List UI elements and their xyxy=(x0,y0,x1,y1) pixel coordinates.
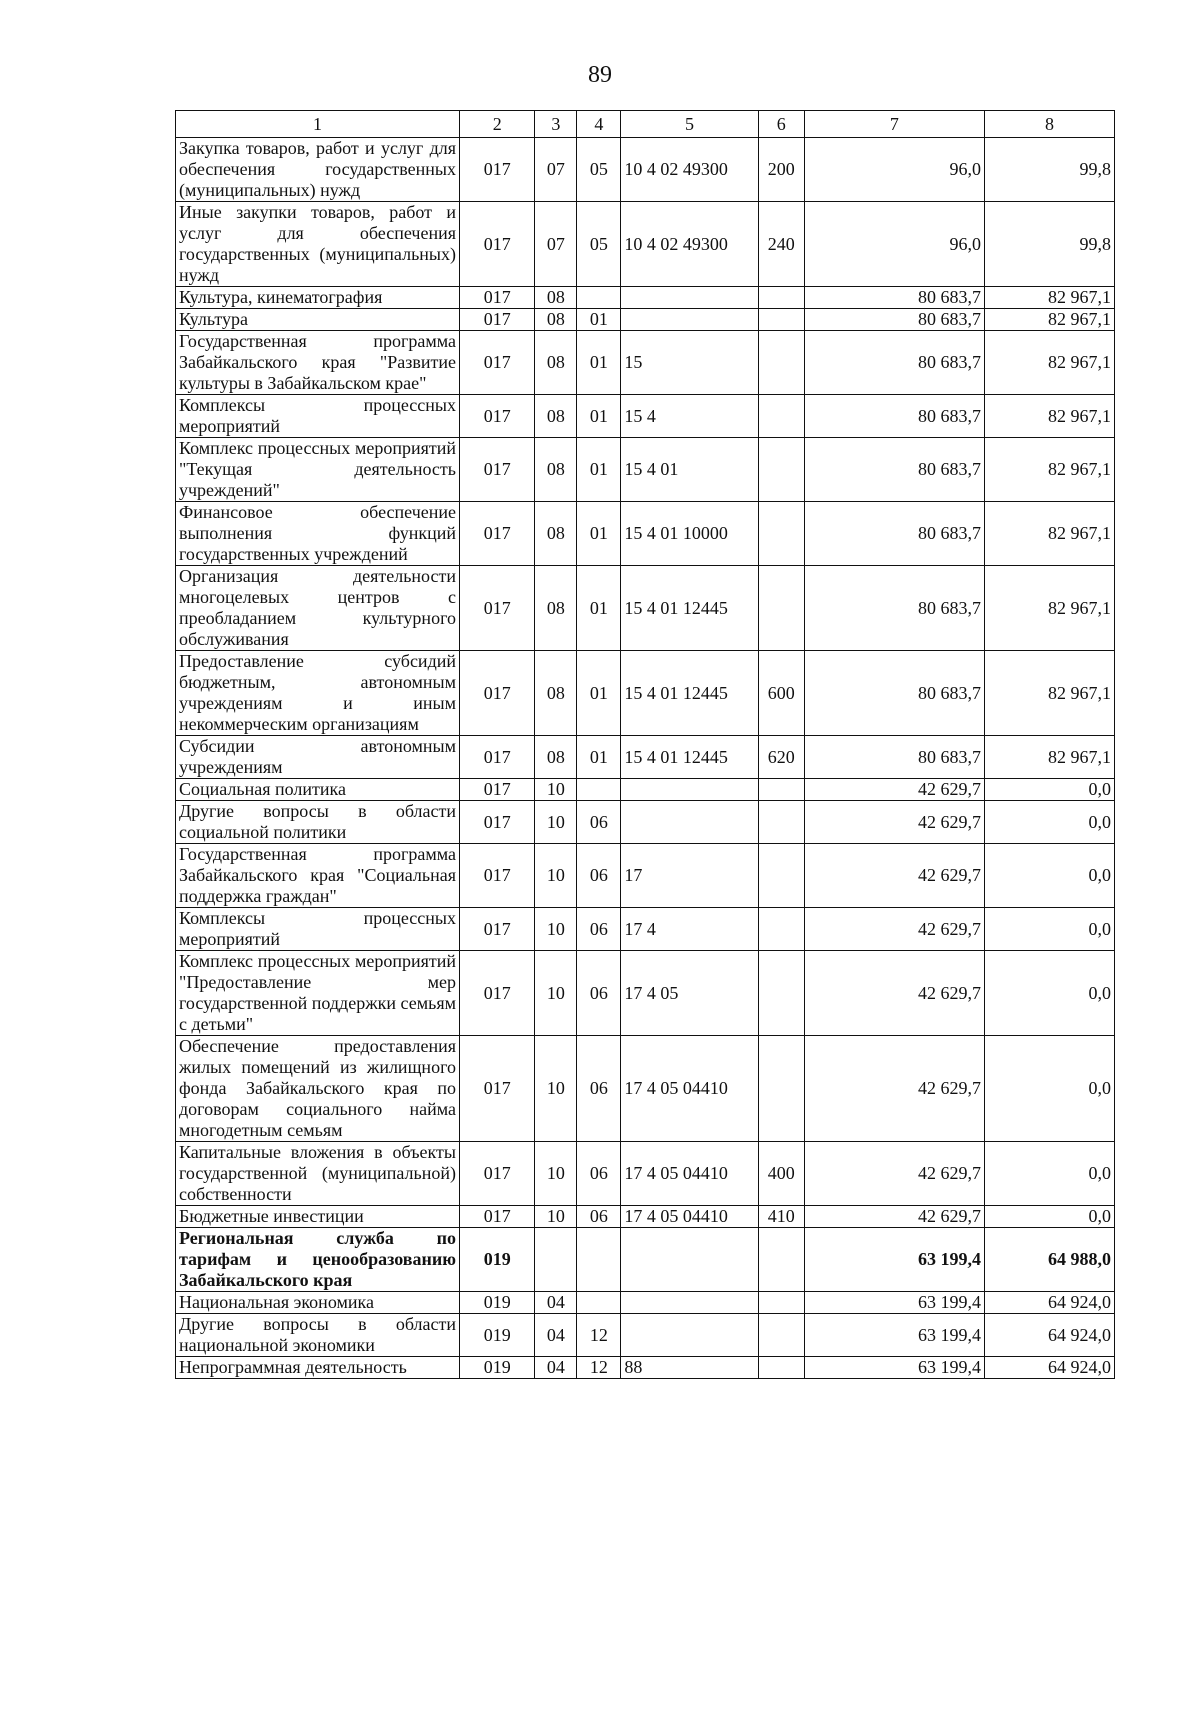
budget-table xyxy=(175,110,1115,1379)
amount-year1-cell: 42 629,7 xyxy=(804,844,984,908)
amount-year2-cell: 82 967,1 xyxy=(985,331,1115,395)
admin-code-cell: 017 xyxy=(460,801,535,844)
target-article-cell: 15 4 01 xyxy=(621,438,758,502)
amount-year1-cell: 63 199,4 xyxy=(804,1314,984,1357)
expense-type-cell xyxy=(758,502,804,566)
table-row xyxy=(176,1228,1115,1292)
subsection-cell: 01 xyxy=(577,566,621,651)
amount-year1-cell: 42 629,7 xyxy=(804,1142,984,1206)
section-cell: 08 xyxy=(535,651,577,736)
admin-code-cell: 017 xyxy=(460,1142,535,1206)
table-row xyxy=(176,1206,1115,1228)
amount-year2-cell: 82 967,1 xyxy=(985,502,1115,566)
section-cell xyxy=(535,1228,577,1292)
table-row xyxy=(176,736,1115,779)
amount-year2-cell: 64 988,0 xyxy=(985,1228,1115,1292)
subsection-cell: 12 xyxy=(577,1314,621,1357)
subsection-cell: 01 xyxy=(577,438,621,502)
row-name-cell: Субсидии автономным учреждениям xyxy=(176,736,460,779)
expense-type-cell xyxy=(758,331,804,395)
table-row xyxy=(176,287,1115,309)
admin-code-cell: 019 xyxy=(460,1228,535,1292)
section-cell: 08 xyxy=(535,502,577,566)
row-name-cell: Предоставление субсидий бюджетным, автономным учреждениям и иным некоммерческим организациям xyxy=(176,651,460,736)
target-article-cell: 88 xyxy=(621,1357,758,1379)
amount-year2-cell: 99,8 xyxy=(985,138,1115,202)
amount-year1-cell: 42 629,7 xyxy=(804,779,984,801)
subsection-cell: 06 xyxy=(577,1206,621,1228)
row-name-cell: Организация деятельности многоцелевых центров с преобладанием культурного обслуживания xyxy=(176,566,460,651)
table-row xyxy=(176,1142,1115,1206)
target-article-cell xyxy=(621,1314,758,1357)
table-row xyxy=(176,438,1115,502)
table-row xyxy=(176,779,1115,801)
admin-code-cell: 019 xyxy=(460,1357,535,1379)
admin-code-cell: 017 xyxy=(460,566,535,651)
row-name-cell: Финансовое обеспечение выполнения функций государственных учреждений xyxy=(176,502,460,566)
admin-code-cell: 017 xyxy=(460,908,535,951)
amount-year1-cell: 80 683,7 xyxy=(804,651,984,736)
target-article-cell: 17 4 05 04410 xyxy=(621,1206,758,1228)
row-name-cell: Социальная политика xyxy=(176,779,460,801)
row-name-cell: Обеспечение предоставления жилых помещений из жилищного фонда Забайкальского края по договорам социального найма многодетным семьям xyxy=(176,1036,460,1142)
section-cell: 07 xyxy=(535,202,577,287)
header-cell: 3 xyxy=(535,111,577,138)
admin-code-cell: 017 xyxy=(460,287,535,309)
subsection-cell: 01 xyxy=(577,331,621,395)
expense-type-cell: 410 xyxy=(758,1206,804,1228)
subsection-cell: 06 xyxy=(577,801,621,844)
expense-type-cell: 200 xyxy=(758,138,804,202)
target-article-cell xyxy=(621,309,758,331)
subsection-cell xyxy=(577,1228,621,1292)
expense-type-cell xyxy=(758,1357,804,1379)
table-row xyxy=(176,502,1115,566)
row-name-cell: Региональная служба по тарифам и ценообразованию Забайкальского края xyxy=(176,1228,460,1292)
row-name-cell: Комплекс процессных мероприятий "Текущая деятельность учреждений" xyxy=(176,438,460,502)
expense-type-cell xyxy=(758,309,804,331)
amount-year1-cell: 80 683,7 xyxy=(804,309,984,331)
amount-year2-cell: 64 924,0 xyxy=(985,1314,1115,1357)
admin-code-cell: 017 xyxy=(460,202,535,287)
amount-year2-cell: 64 924,0 xyxy=(985,1357,1115,1379)
amount-year1-cell: 96,0 xyxy=(804,202,984,287)
table-row xyxy=(176,1357,1115,1379)
amount-year1-cell: 42 629,7 xyxy=(804,801,984,844)
subsection-cell xyxy=(577,287,621,309)
expense-type-cell: 620 xyxy=(758,736,804,779)
header-cell: 7 xyxy=(804,111,984,138)
admin-code-cell: 017 xyxy=(460,502,535,566)
admin-code-cell: 017 xyxy=(460,438,535,502)
admin-code-cell: 019 xyxy=(460,1314,535,1357)
section-cell: 10 xyxy=(535,844,577,908)
subsection-cell: 05 xyxy=(577,202,621,287)
expense-type-cell xyxy=(758,801,804,844)
amount-year2-cell: 0,0 xyxy=(985,1036,1115,1142)
amount-year1-cell: 42 629,7 xyxy=(804,1206,984,1228)
expense-type-cell xyxy=(758,1314,804,1357)
table-row xyxy=(176,331,1115,395)
expense-type-cell xyxy=(758,287,804,309)
header-cell: 1 xyxy=(176,111,460,138)
row-name-cell: Капитальные вложения в объекты государственной (муниципальной) собственности xyxy=(176,1142,460,1206)
subsection-cell: 01 xyxy=(577,736,621,779)
section-cell: 04 xyxy=(535,1314,577,1357)
expense-type-cell xyxy=(758,566,804,651)
header-cell: 6 xyxy=(758,111,804,138)
subsection-cell: 06 xyxy=(577,844,621,908)
expense-type-cell xyxy=(758,395,804,438)
row-name-cell: Комплекс процессных мероприятий "Предоставление мер государственной поддержки семьям с детьми" xyxy=(176,951,460,1036)
section-cell: 08 xyxy=(535,331,577,395)
section-cell: 10 xyxy=(535,801,577,844)
amount-year2-cell: 0,0 xyxy=(985,1206,1115,1228)
amount-year2-cell: 64 924,0 xyxy=(985,1292,1115,1314)
section-cell: 10 xyxy=(535,908,577,951)
row-name-cell: Государственная программа Забайкальского края "Социальная поддержка граждан" xyxy=(176,844,460,908)
page-number: 89 xyxy=(588,62,612,88)
amount-year1-cell: 80 683,7 xyxy=(804,395,984,438)
amount-year1-cell: 63 199,4 xyxy=(804,1292,984,1314)
amount-year2-cell: 82 967,1 xyxy=(985,736,1115,779)
amount-year2-cell: 82 967,1 xyxy=(985,287,1115,309)
row-name-cell: Комплексы процессных мероприятий xyxy=(176,395,460,438)
subsection-cell: 01 xyxy=(577,651,621,736)
amount-year1-cell: 42 629,7 xyxy=(804,951,984,1036)
section-cell: 08 xyxy=(535,395,577,438)
subsection-cell: 01 xyxy=(577,502,621,566)
expense-type-cell xyxy=(758,951,804,1036)
subsection-cell: 05 xyxy=(577,138,621,202)
target-article-cell: 17 xyxy=(621,844,758,908)
table-row xyxy=(176,651,1115,736)
target-article-cell: 15 4 01 12445 xyxy=(621,651,758,736)
admin-code-cell: 017 xyxy=(460,1206,535,1228)
section-cell: 08 xyxy=(535,309,577,331)
amount-year1-cell: 80 683,7 xyxy=(804,736,984,779)
target-article-cell xyxy=(621,779,758,801)
admin-code-cell: 017 xyxy=(460,844,535,908)
admin-code-cell: 017 xyxy=(460,1036,535,1142)
amount-year2-cell: 0,0 xyxy=(985,951,1115,1036)
target-article-cell: 15 4 01 12445 xyxy=(621,566,758,651)
target-article-cell: 17 4 05 04410 xyxy=(621,1142,758,1206)
expense-type-cell xyxy=(758,779,804,801)
section-cell: 08 xyxy=(535,736,577,779)
row-name-cell: Культура xyxy=(176,309,460,331)
row-name-cell: Культура, кинематография xyxy=(176,287,460,309)
table-row xyxy=(176,951,1115,1036)
admin-code-cell: 017 xyxy=(460,651,535,736)
subsection-cell xyxy=(577,779,621,801)
amount-year2-cell: 0,0 xyxy=(985,844,1115,908)
subsection-cell: 01 xyxy=(577,395,621,438)
table-row xyxy=(176,566,1115,651)
table-row xyxy=(176,801,1115,844)
section-cell: 10 xyxy=(535,779,577,801)
row-name-cell: Другие вопросы в области национальной экономики xyxy=(176,1314,460,1357)
admin-code-cell: 017 xyxy=(460,309,535,331)
header-cell: 4 xyxy=(577,111,621,138)
target-article-cell: 17 4 05 xyxy=(621,951,758,1036)
amount-year1-cell: 80 683,7 xyxy=(804,566,984,651)
header-cell: 5 xyxy=(621,111,758,138)
section-cell: 07 xyxy=(535,138,577,202)
table-row xyxy=(176,1036,1115,1142)
section-cell: 08 xyxy=(535,438,577,502)
row-name-cell: Иные закупки товаров, работ и услуг для обеспечения государственных (муниципальных) нужд xyxy=(176,202,460,287)
admin-code-cell: 017 xyxy=(460,779,535,801)
row-name-cell: Национальная экономика xyxy=(176,1292,460,1314)
section-cell: 10 xyxy=(535,951,577,1036)
subsection-cell: 06 xyxy=(577,951,621,1036)
amount-year1-cell: 80 683,7 xyxy=(804,287,984,309)
section-cell: 10 xyxy=(535,1142,577,1206)
amount-year1-cell: 80 683,7 xyxy=(804,331,984,395)
admin-code-cell: 017 xyxy=(460,395,535,438)
table-row xyxy=(176,1314,1115,1357)
row-name-cell: Другие вопросы в области социальной политики xyxy=(176,801,460,844)
amount-year2-cell: 0,0 xyxy=(985,1142,1115,1206)
amount-year2-cell: 0,0 xyxy=(985,801,1115,844)
amount-year1-cell: 80 683,7 xyxy=(804,438,984,502)
table-row xyxy=(176,202,1115,287)
subsection-cell: 06 xyxy=(577,1142,621,1206)
row-name-cell: Комплексы процессных мероприятий xyxy=(176,908,460,951)
amount-year2-cell: 82 967,1 xyxy=(985,438,1115,502)
admin-code-cell: 017 xyxy=(460,138,535,202)
expense-type-cell xyxy=(758,908,804,951)
target-article-cell xyxy=(621,801,758,844)
subsection-cell: 06 xyxy=(577,908,621,951)
table-body xyxy=(176,138,1115,1379)
table-row xyxy=(176,395,1115,438)
target-article-cell: 10 4 02 49300 xyxy=(621,138,758,202)
table-row xyxy=(176,844,1115,908)
target-article-cell xyxy=(621,1228,758,1292)
section-cell: 10 xyxy=(535,1206,577,1228)
table-row xyxy=(176,908,1115,951)
expense-type-cell xyxy=(758,844,804,908)
subsection-cell: 06 xyxy=(577,1036,621,1142)
target-article-cell xyxy=(621,287,758,309)
table-row xyxy=(176,1292,1115,1314)
row-name-cell: Непрограммная деятельность xyxy=(176,1357,460,1379)
section-cell: 08 xyxy=(535,287,577,309)
table-row xyxy=(176,138,1115,202)
target-article-cell: 15 xyxy=(621,331,758,395)
amount-year2-cell: 99,8 xyxy=(985,202,1115,287)
expense-type-cell xyxy=(758,1036,804,1142)
section-cell: 04 xyxy=(535,1357,577,1379)
amount-year2-cell: 82 967,1 xyxy=(985,309,1115,331)
expense-type-cell: 240 xyxy=(758,202,804,287)
target-article-cell: 15 4 xyxy=(621,395,758,438)
amount-year1-cell: 80 683,7 xyxy=(804,502,984,566)
table-row xyxy=(176,309,1115,331)
expense-type-cell xyxy=(758,438,804,502)
row-name-cell: Закупка товаров, работ и услуг для обеспечения государственных (муниципальных) нужд xyxy=(176,138,460,202)
section-cell: 08 xyxy=(535,566,577,651)
admin-code-cell: 019 xyxy=(460,1292,535,1314)
target-article-cell: 15 4 01 12445 xyxy=(621,736,758,779)
target-article-cell: 17 4 05 04410 xyxy=(621,1036,758,1142)
amount-year1-cell: 96,0 xyxy=(804,138,984,202)
target-article-cell: 15 4 01 10000 xyxy=(621,502,758,566)
admin-code-cell: 017 xyxy=(460,331,535,395)
header-row xyxy=(176,111,1115,138)
expense-type-cell: 400 xyxy=(758,1142,804,1206)
expense-type-cell xyxy=(758,1292,804,1314)
section-cell: 04 xyxy=(535,1292,577,1314)
target-article-cell xyxy=(621,1292,758,1314)
amount-year2-cell: 82 967,1 xyxy=(985,566,1115,651)
amount-year2-cell: 0,0 xyxy=(985,908,1115,951)
header-cell: 8 xyxy=(985,111,1115,138)
row-name-cell: Государственная программа Забайкальского края "Развитие культуры в Забайкальском крае" xyxy=(176,331,460,395)
row-name-cell: Бюджетные инвестиции xyxy=(176,1206,460,1228)
amount-year1-cell: 63 199,4 xyxy=(804,1228,984,1292)
amount-year2-cell: 82 967,1 xyxy=(985,651,1115,736)
subsection-cell: 12 xyxy=(577,1357,621,1379)
admin-code-cell: 017 xyxy=(460,736,535,779)
amount-year1-cell: 42 629,7 xyxy=(804,908,984,951)
amount-year2-cell: 82 967,1 xyxy=(985,395,1115,438)
admin-code-cell: 017 xyxy=(460,951,535,1036)
header-cell: 2 xyxy=(460,111,535,138)
amount-year1-cell: 63 199,4 xyxy=(804,1357,984,1379)
amount-year2-cell: 0,0 xyxy=(985,779,1115,801)
subsection-cell: 01 xyxy=(577,309,621,331)
target-article-cell: 17 4 xyxy=(621,908,758,951)
target-article-cell: 10 4 02 49300 xyxy=(621,202,758,287)
amount-year1-cell: 42 629,7 xyxy=(804,1036,984,1142)
section-cell: 10 xyxy=(535,1036,577,1142)
expense-type-cell xyxy=(758,1228,804,1292)
expense-type-cell: 600 xyxy=(758,651,804,736)
subsection-cell xyxy=(577,1292,621,1314)
